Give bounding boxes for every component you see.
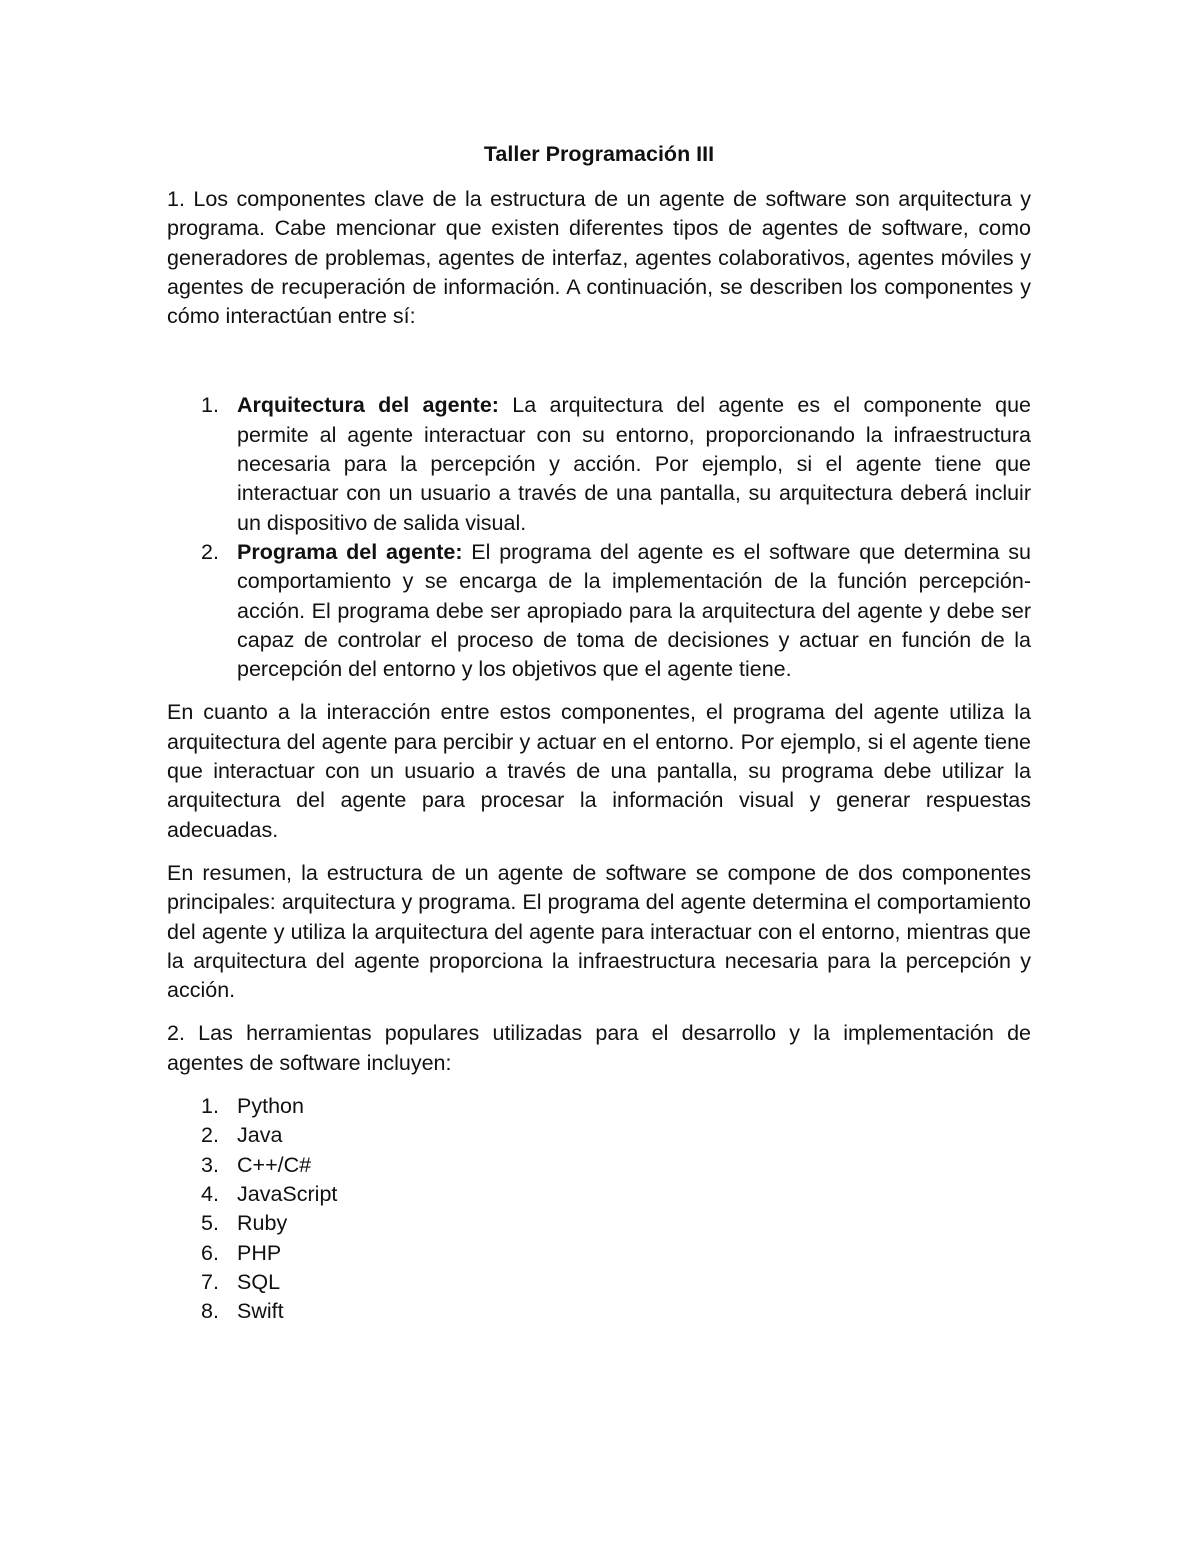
list-item xyxy=(167,1239,1031,1268)
tool-name: PHP xyxy=(237,1240,282,1265)
tools-list xyxy=(167,1092,1031,1326)
tool-name: Swift xyxy=(237,1299,284,1324)
list-item xyxy=(167,1297,1031,1326)
component-text: La arquitectura del agente es el componente que permite al agente interactuar con su entorno, proporcionando la infraestructura necesaria para la percepción y acción. Por ejemplo, si el agente tiene que interactuar con un usuario a través de una pantalla, su arquitectura deberá incluir un dispositivo de salida visual. xyxy=(237,393,1031,535)
list-number: 3. xyxy=(201,1152,219,1177)
components-list xyxy=(167,391,1031,684)
list-number: 2. xyxy=(201,1123,219,1148)
tool-name: Python xyxy=(237,1094,304,1119)
list-item xyxy=(167,1268,1031,1297)
list-number: 7. xyxy=(201,1269,219,1294)
list-number: 4. xyxy=(201,1181,219,1206)
interaction-paragraph: En cuanto a la interacción entre estos componentes, el programa del agente utiliza la arquitectura del agente para percibir y actuar en el entorno. Por ejemplo, si el agente tiene que interactuar con un usuario a través de una pantalla, su programa debe utilizar la arquitectura del agente para procesar la información visual y generar respuestas adecuadas. xyxy=(167,700,1031,842)
document-title: Taller Programación III xyxy=(483,142,715,166)
tool-name: C++/C# xyxy=(237,1152,312,1177)
list-number: 1. xyxy=(201,1094,219,1119)
list-item xyxy=(167,1209,1031,1238)
component-text: El programa del agente es el software que determina su comportamiento y se encarga de la implementación de la función percepción-acción. El programa debe ser apropiado para la arquitectura del agente y debe ser capaz de controlar el proceso de toma de decisiones y actuar en función de la percepción del entorno y los objetivos que el agente tiene. xyxy=(237,539,1031,682)
tool-name: SQL xyxy=(237,1269,281,1294)
component-heading: Arquitectura del agente: xyxy=(237,393,499,418)
document-page xyxy=(167,140,1031,1326)
list-item xyxy=(167,391,1031,537)
list-number: 2. xyxy=(201,539,219,564)
list-item xyxy=(167,538,1031,684)
component-heading: Programa del agente: xyxy=(237,539,463,564)
intro-paragraph: 1. Los componentes clave de la estructura de un agente de software son arquitectura y programa. Cabe mencionar que existen diferentes tipos de agentes de software, como generadores de problemas, agentes de interfaz, agentes colaborativos, agentes móviles y agentes de recuperación de información. A continuación, se describen los componentes y cómo interactúan entre sí: xyxy=(167,187,1031,329)
tool-name: Java xyxy=(237,1123,283,1148)
list-item xyxy=(167,1180,1031,1209)
tools-intro-paragraph: 2. Las herramientas populares utilizadas para el desarrollo y la implementación de agentes de software incluyen: xyxy=(167,1021,1031,1075)
list-number: 6. xyxy=(201,1240,219,1265)
list-item xyxy=(167,1151,1031,1180)
tool-name: Ruby xyxy=(237,1211,288,1236)
list-number: 8. xyxy=(201,1299,219,1324)
list-number: 5. xyxy=(201,1211,219,1236)
tool-name: JavaScript xyxy=(237,1181,338,1206)
summary-paragraph: En resumen, la estructura de un agente de software se compone de dos componentes principales: arquitectura y programa. El programa del agente determina el comportamiento del agente y utiliza la arquitectura del agente para interactuar con el entorno, mientras que la arquitectura del agente proporciona la infraestructura necesaria para la percepción y acción. xyxy=(167,860,1031,1003)
list-item xyxy=(167,1092,1031,1121)
list-number: 1. xyxy=(201,393,219,418)
list-item xyxy=(167,1121,1031,1150)
